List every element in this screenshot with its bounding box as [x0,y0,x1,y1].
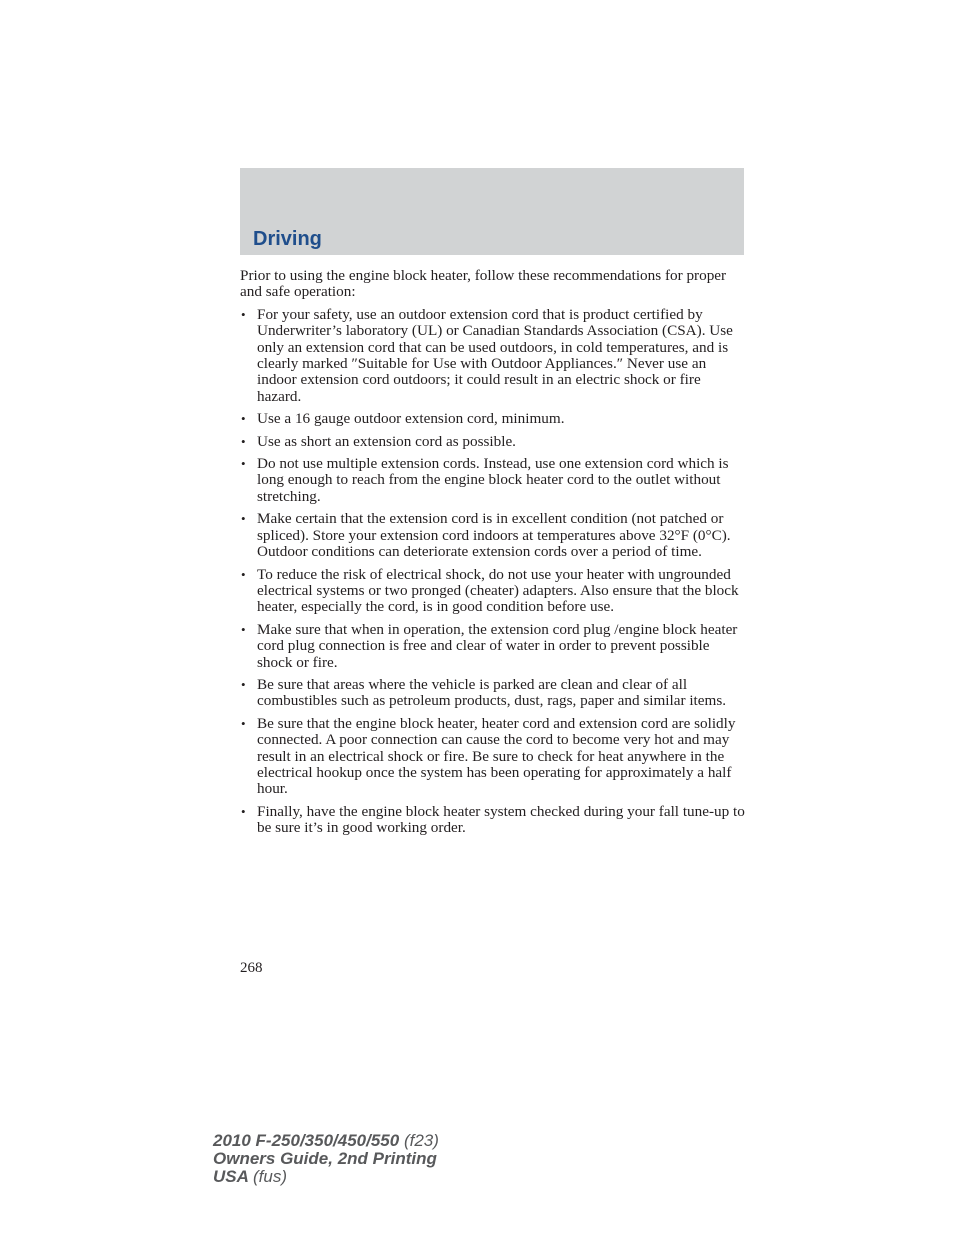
footer-line-market [213,1168,439,1186]
list-item [240,434,746,450]
recommendations-list [240,307,746,837]
list-item-text: Make certain that the extension cord is in excellent condition (not patched or spliced). Store your extension cord indoors at temperatures above 32°F (0°C). Outdoor conditions can deteriorate extension cords over a period of time. [257,510,731,561]
footer-market-code: (fus) [253,1167,287,1186]
footer-market: USA [213,1167,249,1186]
list-item-text: To reduce the risk of electrical shock, do not use your heater with ungrounded electrical systems or two pronged (cheater) adapters. Also ensure that the block heater, especially the cord, is in good condition before use. [257,565,739,616]
bullet-icon: • [241,306,246,322]
page-number: 268 [240,960,263,976]
list-item-text: Use a 16 gauge outdoor extension cord, minimum. [257,410,565,428]
list-item [240,677,746,710]
document-footer [213,1132,439,1186]
list-item [240,716,746,798]
list-item-text: For your safety, use an outdoor extension cord that is product certified by Underwriter’s laboratory (UL) or Canadian Standards Association (CSA). Use only an extension cord that can be used outdoors, in cold temperatures, and is clearly marked ″Suitable for Use with Outdoor Appliances.″ Never use an indoor extension cord outdoors; it could result in an electric shock or fire hazard. [257,305,733,405]
list-item-text: Finally, have the engine block heater system checked during your fall tune-up to be sure it’s in good working order. [257,802,745,837]
intro-paragraph: Prior to using the engine block heater, follow these recommendations for proper and safe operation: [240,267,727,301]
bullet-icon: • [241,676,246,692]
footer-line-printing: Owners Guide, 2nd Printing [213,1149,437,1168]
bullet-icon: • [241,511,246,527]
list-item [240,307,746,405]
bullet-icon: • [241,456,246,472]
list-item [240,567,746,616]
list-item [240,456,746,505]
list-item [240,804,746,837]
list-item [240,511,746,560]
list-item-text: Make sure that when in operation, the extension cord plug /engine block heater cord plug connection is free and clear of water in order to prevent possible shock or fire. [257,620,738,671]
list-item-text: Be sure that the engine block heater, heater cord and extension cord are solidly connected. A poor connection can cause the cord to become very hot and may result in an electrical shock or fire. Be sure to check for heat anywhere in the electrical hookup once the system has been operating for approximately a half hour. [257,714,736,798]
list-item [240,411,746,427]
bullet-icon: • [241,803,246,819]
section-header-band [240,168,744,255]
list-item [240,622,746,671]
bullet-icon: • [241,433,246,449]
bullet-icon: • [241,411,246,427]
bullet-icon: • [241,566,246,582]
bullet-icon: • [241,621,246,637]
footer-model: 2010 F-250/350/450/550 [213,1131,400,1150]
footer-line-model [213,1132,439,1150]
section-title: Driving [253,228,322,250]
bullet-icon: • [241,715,246,731]
list-item-text: Be sure that areas where the vehicle is parked are clean and clear of all combustibles such as petroleum products, dust, rags, paper and similar items. [257,675,727,710]
footer-model-code: (f23) [403,1131,439,1150]
list-item-text: Do not use multiple extension cords. Instead, use one extension cord which is long enough to reach from the engine block heater cord to the outlet without stretching. [257,455,729,505]
main-content [240,268,746,843]
list-item-text: Use as short an extension cord as possible. [257,432,516,450]
